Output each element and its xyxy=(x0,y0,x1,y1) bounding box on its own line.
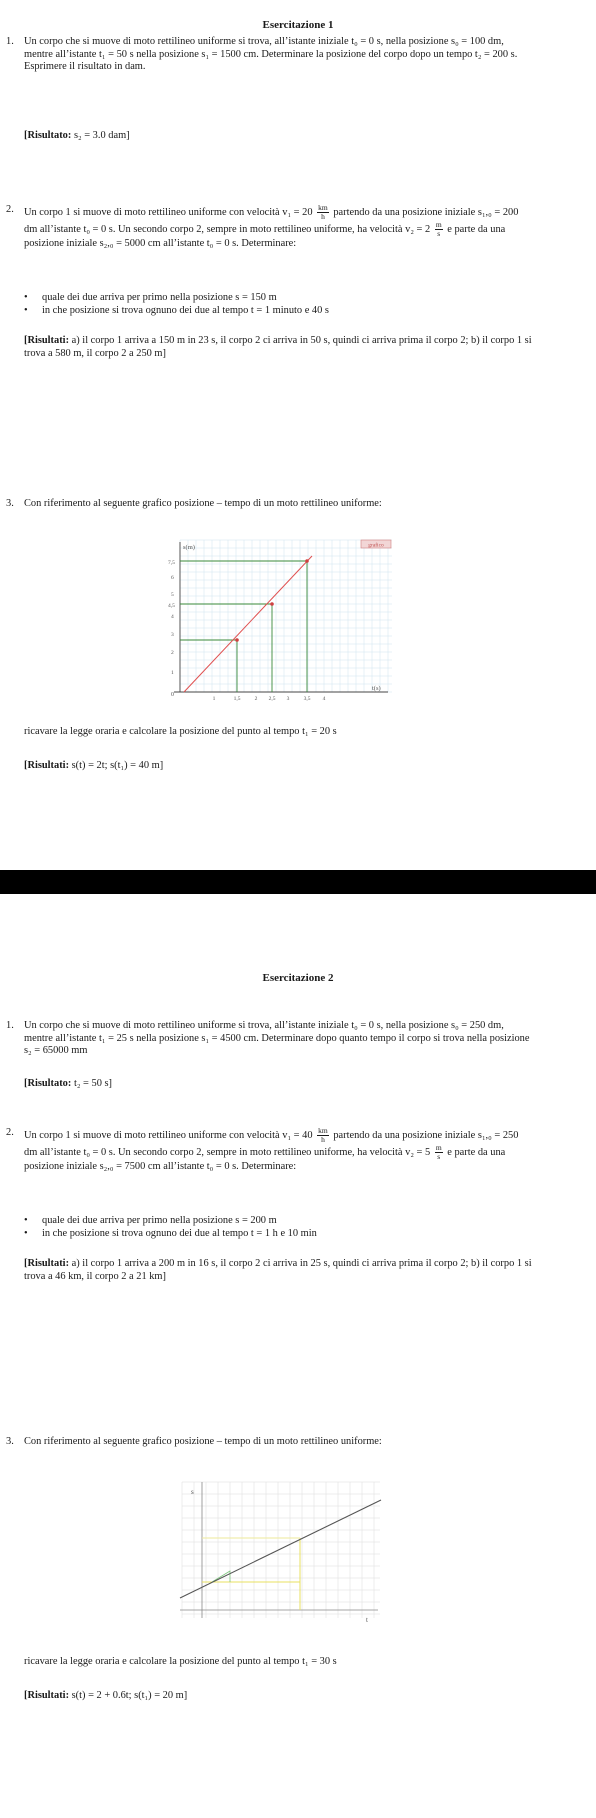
page-separator xyxy=(0,870,596,894)
position-time-graph-2 xyxy=(176,1478,384,1626)
x-tick-label: 2,5 xyxy=(268,696,276,702)
exercise-number: 1. xyxy=(6,1020,14,1031)
origin-label: 0 xyxy=(171,692,174,698)
list-item: • in che posizione si trova ognuno dei due al tempo t = 1 minuto e 40 s xyxy=(24,305,524,318)
exercise-2 xyxy=(6,1127,534,1174)
exercise-2 xyxy=(6,204,534,251)
result-label: [Risultati: xyxy=(24,335,70,346)
x-tick-label: 3 xyxy=(286,696,290,702)
exercise-3-question: ricavare la legge oraria e calcolare la posizione del punto al tempo t₁ = 30 s xyxy=(24,1656,337,1667)
result-value: s(t) = 2 + 0.6t; s(t₁) = 20 m] xyxy=(71,1690,188,1701)
y-tick-labels xyxy=(168,560,175,676)
x-tick-label: 3,5 xyxy=(303,696,311,702)
exercise-1-result xyxy=(24,130,534,143)
grid xyxy=(180,540,392,692)
exercise-1-result xyxy=(24,1078,534,1091)
x-axis-label: t xyxy=(366,1616,368,1624)
data-line xyxy=(180,1500,381,1598)
result-label: [Risultato: xyxy=(24,130,72,141)
grid xyxy=(182,1482,380,1618)
result-label: [Risultati: xyxy=(24,1690,70,1701)
list-item: • quale dei due arriva per primo nella posizione s = 150 m xyxy=(24,292,524,305)
fraction-m-s: $\frac{m}{s}$ xyxy=(435,1143,442,1161)
guide-lines xyxy=(202,1538,300,1610)
legend-tag-label: grafico xyxy=(368,542,384,549)
y-tick-label: 2 xyxy=(171,650,174,656)
result-label: [Risultato: xyxy=(24,1078,72,1089)
exercise-2-result xyxy=(24,335,534,360)
exercise-3-question: ricavare la legge oraria e calcolare la posizione del punto al tempo t₁ = 20 s xyxy=(24,726,337,737)
exercise-1 xyxy=(6,36,534,74)
exercise-2-result xyxy=(24,1258,534,1283)
exercise-text: Con riferimento al seguente grafico posizione – tempo di un moto rettilineo uniforme: xyxy=(24,498,382,509)
x-tick-label: 4 xyxy=(322,696,326,702)
data-point xyxy=(305,559,309,563)
exercise-2-questions xyxy=(24,292,524,317)
exercise-number: 1. xyxy=(6,36,14,47)
data-line xyxy=(184,556,312,692)
fraction-m-s: $\frac{m}{s}$ xyxy=(435,220,442,238)
result-value: s(t) = 2t; s(t₁) = 40 m] xyxy=(71,760,164,771)
result-value: a) il corpo 1 arriva a 150 m in 23 s, il corpo 2 ci arriva in 50 s, quindi ci arriva prima il corpo 2; b) il corpo 1 si trova a 580 m, il corpo 2 a 250 m] xyxy=(24,335,532,359)
x-tick-labels xyxy=(213,696,326,702)
exercise-3 xyxy=(6,1436,534,1449)
exercise-3-result xyxy=(24,1690,534,1703)
worksheet-page-2 xyxy=(0,894,596,1818)
exercise-text: Con riferimento al seguente grafico posizione – tempo di un moto rettilineo uniforme: xyxy=(24,1436,382,1447)
result-value: a) il corpo 1 arriva a 200 m in 16 s, il corpo 2 ci arriva in 25 s, quindi ci arriva prima il corpo 2; b) il corpo 1 si trova a 46 km, il corpo 2 a 21 km] xyxy=(24,1258,532,1282)
y-axis-label: s xyxy=(191,1488,194,1496)
x-axis-label: t(s) xyxy=(372,685,381,692)
exercise-1 xyxy=(6,1020,534,1058)
guide-lines xyxy=(180,561,307,692)
result-label: [Risultati: xyxy=(24,760,70,771)
exercise-3 xyxy=(6,498,534,511)
fraction-km-h: $\frac{km}{h}$ xyxy=(318,1126,328,1144)
exercise-number: 3. xyxy=(6,1436,14,1447)
exercise-text: Un corpo che si muove di moto rettilineo uniforme si trova, all’istante iniziale t₀ = 0 s, nella posizione s₀ = 100 dm, mentre all’istante t₁ = 50 s nella posizione s₁ = 1500 cm. Determinare la posizione del corpo dopo un tempo t₂ = 200 s. Esprimere il risultato in dam. xyxy=(24,36,518,72)
list-item: • in che posizione si trova ognuno dei due al tempo t = 1 h e 10 min xyxy=(24,1228,524,1241)
y-axis-label: s(m) xyxy=(183,544,195,551)
exercise-2-questions xyxy=(24,1215,524,1240)
y-tick-label: 6 xyxy=(171,575,174,581)
page-title: Esercitazione 1 xyxy=(262,19,334,31)
exercise-text: Un corpo 1 si muove di moto rettilineo uniforme con velocità v₁ = 40 $\frac{km}{h}$ partendo da una posizione iniziale s₁,₀ = 250 dm all’istante t₀ = 0 s. Un secondo corpo 2, sempre in moto rettilineo uniforme, ha velocità v₂ = 5 $\frac{m}{s}$ e parte da una posizione iniziale s₂,₀ = 7500 cm all’istante t₀ = 0 s. Determinare: xyxy=(24,1126,519,1172)
slope-marker xyxy=(212,1571,230,1582)
exercise-number: 2. xyxy=(6,204,14,215)
exercise-text: Un corpo 1 si muove di moto rettilineo uniforme con velocità v₁ = 20 $\frac{km}{h}$ partendo da una posizione iniziale s₁,₀ = 200 dm all’istante t₀ = 0 s. Un secondo corpo 2, sempre in moto rettilineo uniforme, ha velocità v₂ = 2 $\frac{m}{s}$ e parte da una posizione iniziale s₂,₀ = 5000 cm all’istante t₀ = 0 s. Determinare: xyxy=(24,203,519,249)
data-point xyxy=(270,602,274,606)
worksheet-page-1 xyxy=(0,0,596,870)
page-title: Esercitazione 2 xyxy=(262,972,334,984)
fraction-km-h: $\frac{km}{h}$ xyxy=(318,203,328,221)
data-point xyxy=(235,638,239,642)
result-value: t₂ = 50 s] xyxy=(73,1078,113,1089)
result-value: s₂ = 3.0 dam] xyxy=(73,130,130,141)
y-tick-label: 4,5 xyxy=(168,603,175,609)
y-tick-label: 3 xyxy=(171,632,174,638)
y-tick-label: 1 xyxy=(171,670,174,676)
list-item: • quale dei due arriva per primo nella posizione s = 200 m xyxy=(24,1215,524,1228)
x-tick-label: 2 xyxy=(254,696,258,702)
result-label: [Risultati: xyxy=(24,1258,70,1269)
exercise-text: Un corpo che si muove di moto rettilineo uniforme si trova, all’istante iniziale t₀ = 0 s, nella posizione s₀ = 250 dm, mentre all’istante t₁ = 25 s nella posizione s₁ = 4500 cm. Determinare dopo quanto tempo il corpo si trova nella posizione s₂ = 65000 mm xyxy=(24,1020,530,1056)
x-tick-label: 1,5 xyxy=(233,696,241,702)
exercise-number: 2. xyxy=(6,1127,14,1138)
y-tick-label: 7,5 xyxy=(168,560,175,566)
position-time-graph-1 xyxy=(162,536,398,704)
exercise-3-result xyxy=(24,760,534,773)
x-tick-label: 1 xyxy=(212,696,216,702)
y-tick-label: 5 xyxy=(171,592,174,598)
exercise-number: 3. xyxy=(6,498,14,509)
y-tick-label: 4 xyxy=(171,614,174,620)
